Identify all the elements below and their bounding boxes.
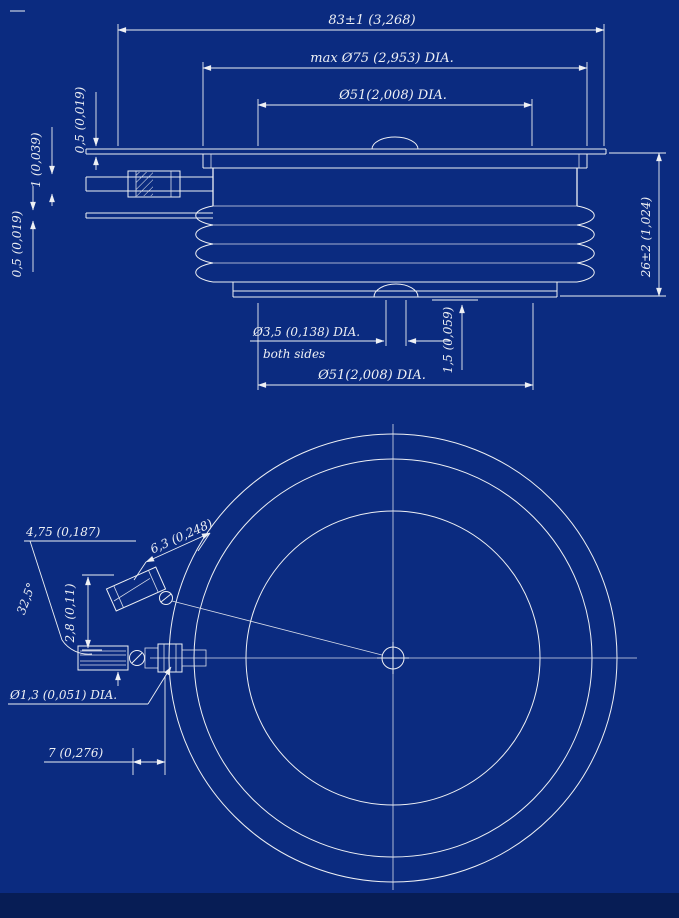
footer-bar — [0, 893, 679, 918]
dim-tab-width — [24, 525, 136, 654]
upper-pole-block — [213, 168, 577, 206]
dim-overall — [118, 13, 604, 146]
dim-swivel-angle — [14, 581, 38, 617]
gate-connector-swivelled — [106, 567, 165, 611]
dim-offset — [63, 575, 114, 650]
dim-tab-length — [134, 516, 215, 580]
gate-lead-side — [86, 171, 213, 218]
plan-view — [8, 424, 637, 890]
dim-tab-length-label: 6,3 (0,248) — [148, 516, 215, 557]
top-flange-disc — [86, 149, 606, 154]
dim-center-hole — [250, 300, 450, 361]
gate-lead-plan — [78, 567, 382, 672]
dim-tab-width-label: 4,75 (0,187) — [26, 525, 101, 539]
dim-offset-label: 2,8 (0,11) — [63, 583, 77, 643]
upper-flange-band — [203, 154, 587, 168]
dim-hole-depth-label: 1,5 (0,059) — [441, 306, 455, 374]
dim-disc-top-label: 0,5 (0,019) — [73, 86, 87, 154]
top-center-boss-hatched — [372, 137, 418, 149]
gate-swivel-centerline — [172, 601, 382, 655]
dim-wire-label: Ø1,3 (0,051) DIA. — [10, 688, 118, 702]
dim-wire — [8, 667, 171, 704]
dim-lead-thickness — [29, 127, 52, 206]
dim-center-hole-note: both sides — [263, 347, 326, 361]
dim-disc-top — [73, 86, 96, 170]
dim-center-hole-label: Ø3,5 (0,138) DIA. — [253, 325, 361, 339]
dim-height-label: 26±2 (1,024) — [639, 196, 653, 278]
side-view — [10, 13, 666, 390]
dim-disc-bottom — [10, 186, 33, 277]
dim-housing-max-label: max Ø75 (2,953) DIA. — [310, 51, 454, 66]
dim-disc-bottom-label: 0,5 (0,019) — [10, 210, 24, 278]
dim-swivel-angle-label: 32,5° — [14, 580, 39, 617]
dim-hole-depth — [432, 300, 478, 373]
dim-pole-top-label: Ø51(2,008) DIA. — [339, 88, 447, 103]
dim-tab-position-label: 7 (0,276) — [48, 746, 104, 760]
dim-pole-bottom-label: Ø51(2,008) DIA. — [318, 368, 426, 383]
dim-lead-thickness-label: 1 (0,039) — [29, 132, 43, 188]
dim-height — [560, 153, 666, 296]
centerlines — [150, 424, 637, 890]
dim-overall-label: 83±1 (3,268) — [328, 13, 416, 28]
ceramic-corrugations — [196, 206, 595, 282]
